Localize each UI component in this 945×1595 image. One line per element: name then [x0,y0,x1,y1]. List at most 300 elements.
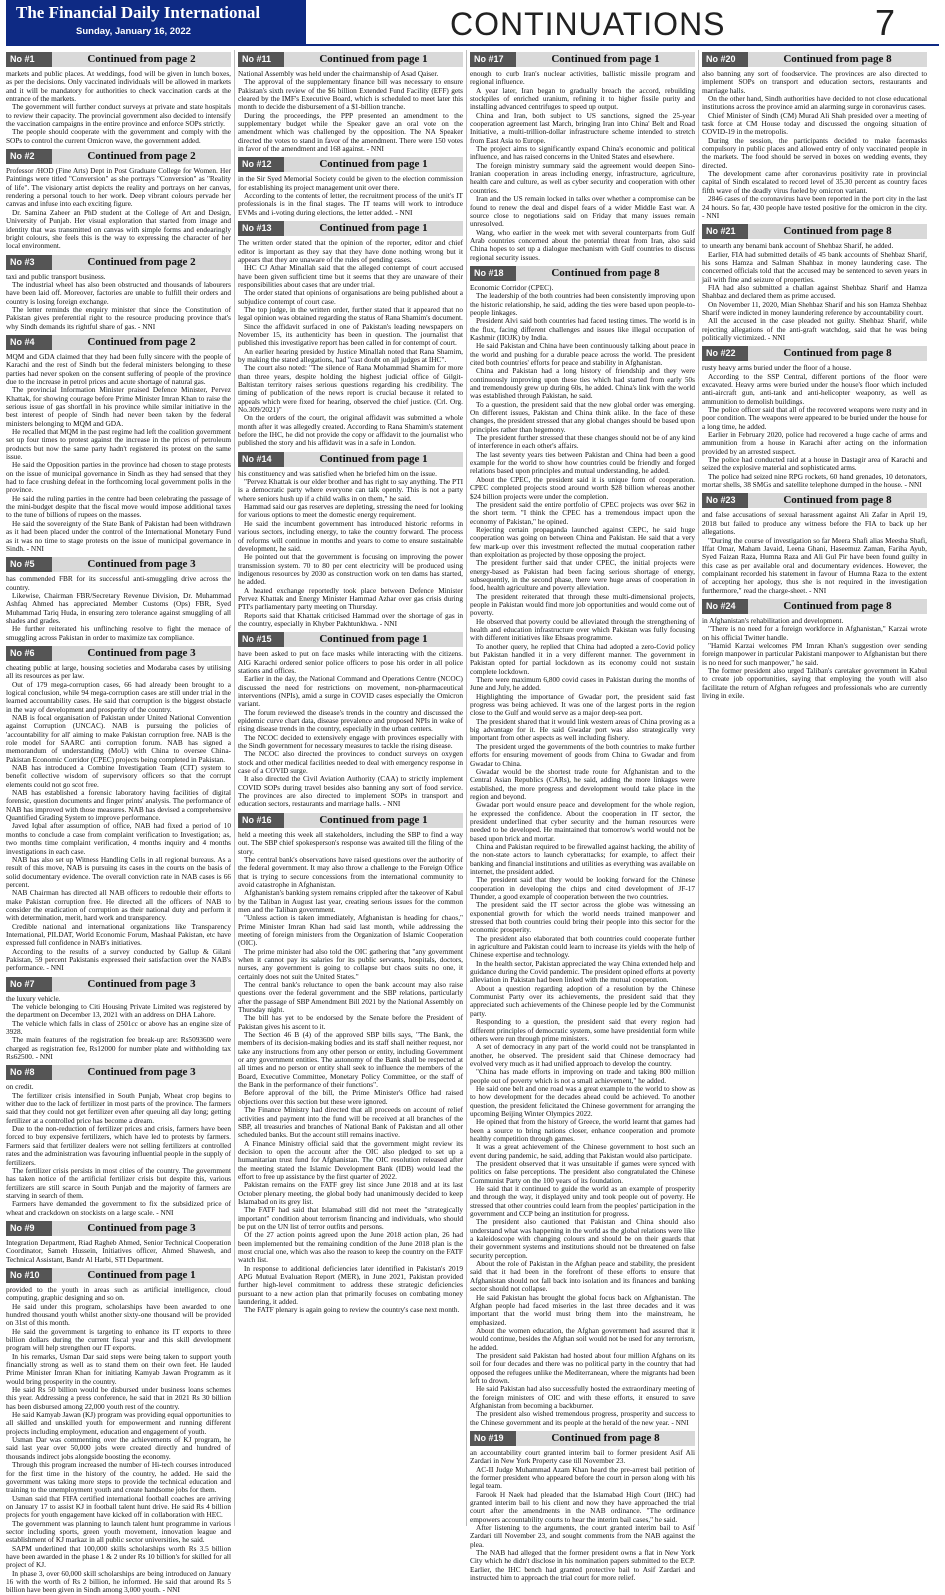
story-body [238,70,463,153]
paragraph: During the session, the participants decided to make facemasks compulsory in public places and allowed entry of only vaccinated people in the markets. The food should be served in boxes on wedding events, they directed. [702,135,927,170]
paragraph: to unearth any benami bank account of Shehbaz Sharif, he added. [702,241,894,251]
story-body [6,1286,231,1595]
paragraph: He said Pakistan and China have been continuously talking about peace in the world and pushing for a durable peace across the world. The president cited both countries' efforts for peace and stability in Afghanistan. [470,341,695,367]
paragraph: The fertilizer crisis persists in most cities of the country. The government has taken notice of the artificial fertilizer crisis but despite this, various fertilizers are still scarce in South Punjab and the majority of farmers are starving in search of them. [6,1165,231,1200]
story-8 [6,1065,231,1217]
paragraph: After listening to the arguments, the court granted interim bail to Asif Zardari till November 23, and sought comments from the NAB against the plea. [470,1523,695,1549]
continued-from-label: Continued from page 1 [284,813,463,828]
paragraph: About the women education, the Afghan government had assured that it would continue, besides the Afghan soil would not be used for any terrorism, he added. [470,1325,695,1352]
paragraph: The foreign ministry summary said the agreement would deepen Sino-Iranian cooperation in areas including energy, infrastructure, agriculture, health care and culture, as well as cyber security and cooperation with other countries. [470,160,695,195]
paragraph: The president also wished tremendous progress, prosperity and success to the Chinese government and its people at the herald of the new year. - NNI [470,1409,695,1427]
continued-from-label: Continued from page 2 [52,52,231,67]
paragraph: The top judge, in the written order, further stated that it appeared that no legal opinion was obtained regarding the status of Rana Shamim's document. [238,304,463,323]
story-number: No #4 [6,335,52,350]
paragraph: The leadership of the both countries had been consistently improving upon the historic relationship, he said, adding the ties were based upon people-to-people linkages. [470,291,695,317]
paragraph: Economic Corridor (CPEC). [470,282,554,292]
story-number: No #22 [702,346,748,361]
column-1 [6,50,231,1595]
paragraph: "There is no need for a foreign workforce in Afghanistan," Karzai wrote on his official Twitter handle. [702,624,927,642]
paragraph: On the other hand, Sindh authorities have decided to not close educational institutions across the province amid an alarming surge in coronavirus cases. [702,94,927,112]
paragraph: "Unless action is taken immediately, Afghanistan is heading for chaos," Prime Minister Imran Khan had said last month, while addressing the meeting of foreign ministers from the Organization of Islamic Cooperation (OIC). [238,913,463,948]
continued-from-label: Continued from page 8 [748,346,927,361]
story-header [6,335,231,350]
paragraph: In response to additional deficiencies later identified in Pakistan's 2019 APG Mutual Evaluation Report (MER), in June 2021, Pakistan provided further high-level commitment to address these strategic deficiencies pursuant to a new action plan that primarily focuses on combating money laundering, it added. [238,1263,463,1307]
paragraph: To another query, he replied that China had adopted a zero-Covid policy but Pakistan handled it in a very different manner. The government in Pakistan opted for partial lockdown as its economy could not sustain complete lockdown. [470,641,695,676]
story-body [470,70,695,262]
paragraph: Earlier in February 2020, police had recovered a huge cache of arms and ammunition from a house in Karachi after acting on the information provided by an arrested suspect. [702,430,927,456]
paragraph: Farmers have demanded the government to fix the subsidized price of wheat and crackdown on stockists on a large scale. - NNI [6,1199,231,1217]
paragraph: an accountability court granted interim bail to former president Asif Ali Zardari in New York Property case till November 23. [470,1448,695,1466]
story-body [6,664,231,973]
story-12 [238,157,463,217]
story-19 [470,1431,695,1583]
paragraph: AC-II Judge Muhammad Azam Khan heard the pre-arrest bail petition of the former president who appeared before the court in person along with his legal team. [470,1464,695,1491]
story-21 [702,224,927,342]
paragraph: There were maximum 6,800 covid cases in Pakistan during the months of June and July, he added. [470,675,695,693]
story-11 [238,52,463,153]
story-header [470,52,695,67]
paragraph: On the orders of the court, the original affidavit was submitted a whole month after it was allegedly created. According to Rana Shamim's statement before the IHC, he did not provide the copy or affidavit to the journalist who published the story and his affidavit was in a safe in London. [238,413,463,448]
paragraph: The president also elaborated that both countries could cooperate further in agriculture and Pakistan could learn to increase its yields with the help of Chinese expertise and technology. [470,933,695,960]
paragraph: In the health sector, Pakistan appreciated the way China extended help and guidance during the Covid pandemic. The president opined efforts at poverty alleviation in Pakistan had been linked with the mutual cooperation. [470,958,695,985]
paragraph: The NCOC decided to extensively engage with provinces especially with the Sindh government for necessary measures to tackle the rising disease. [238,732,463,751]
story-24 [702,599,927,700]
paragraph: held a meeting this week all stakeholders, including the SBP to find a way out. The SBP chief spokesperson's response was awaited till the filing of the story. [238,829,463,856]
paragraph: Usman Dar was commenting over the achievements of KJ program, he said last year over 50,000 jobs were created directly and hundred of thousands indirect jobs alongside boosting the economy. [6,1435,231,1461]
paragraph: The government will further conduct surveys at private and state hospitals to review their capacity. The provincial government also decided to intensify the vaccination campaigns in the entire province and enforce SOPs strictly. [6,102,231,129]
story-number: No #24 [702,599,748,614]
paragraph: cheating public at large, housing societies and Modaraba cases by utilising all its resources as per law. [6,662,231,681]
paragraph: A year later, Iran began to gradually breach the accord, rebuilding stockpiles of enriched uranium, refining it to higher fissile purity and installing advanced centrifuges to speed up output. [470,85,695,112]
paragraph: He pointed out that the government is focusing on improving the power transmission system. 70 to 80 per cent electricity will be produced using indigenous resources by 2030 as construction work on ten dams has started, he added. [238,552,463,587]
paragraph: He said that it continued to guide the world as an example of prosperity and through the way, it displayed unity and took people out of poverty. He stressed that other countries could learn from the peoples' participation in the government and CCP being an institution for progress. [470,1184,695,1219]
story-header [238,157,463,172]
story-number: No #18 [470,266,516,281]
paragraph: It was a great achievement of the Chinese government to host such an event during pandemic, he said, adding that Pakistan would also participate. [470,1142,695,1160]
story-number: No #8 [6,1065,52,1080]
masthead [0,0,945,44]
story-body [6,1083,231,1217]
paragraph: Gwadar port would ensure peace and development for the whole region, he expressed the confidence. About the cooperation in IT sector, the president underlined that cyber security and the human resources were needed to be developed. He maintained that tomorrow's world would not be based upon brick and mortar. [470,800,695,843]
story-header [702,346,927,361]
story-number: No #11 [238,52,284,67]
paragraph: According to the contents of letter, the recruitment process of the unit's IT professionals is in the final stages. The IT teams will work to introduce EVMs and i-voting during elections, the letter added. - NNI [238,191,463,217]
paragraph: also banning any sort of foodservice. The provinces are also directed to implement SOPs on transport and education sectors, restaurants and marriage halls. [702,69,927,95]
paragraph: The central bank's observations have raised questions over the authority of the federal government. It may also throw a challenge to the Foreign Office that is trying to secure concessions from the international community to avoid catastrophe in Afghanistan. [238,854,463,889]
paragraph: The order stated that opinions of organisations are being published about a subjudice contempt of court case. [238,288,463,306]
column-4 [702,50,927,1526]
paragraph: The president said the entire portfolio of CPEC projects was over $62 in the short term. "I think the CPEC has a tremendous impact upon the economy of Pakistan," he opined. [470,499,695,526]
story-body [6,575,231,642]
paragraph: NAB is focal organisation of Pakistan under United National Convention against Corruption (UNCAC). NAB is pursuing the policies of 'accountability for all' aiming to make Pakistan corruption free. NAB is the role model for SAARC anti corruption forum. NAB has signed a memorandum of understanding (MoU) with China to oversee China-Pakistan Economic Corridor (CPEC) projects being completed in Pakistan. [6,713,231,764]
paragraph: The government was planning to launch talent hunt programme in various sector including sports, green youth movement, innovation league and establishment of KJ markaz in all public sector universities, he said. [6,1518,231,1545]
story-number: No #17 [470,52,516,67]
paragraph: Likewise, Chairman FBR/Secretary Revenue Division, Dr. Muhammad Ashfaq Ahmed has appreciated Member Customs (Ops) FBR, Syed Muhammad Tariq Huda, in ensuring zero tolerance against smuggling of all shades and grades. [6,590,231,625]
paragraph: The approval of the supplementary finance bill was necessary to ensure Pakistan's sixth review of the $6 billion Extended Fund Facility (EFF) gets cleared by the IMF's Executive Board, which is scheduled to meet later this month to decide the disbursement of a $1-billion tranche. [238,77,463,112]
story-header [702,224,927,239]
story-number: No #12 [238,157,284,172]
paragraph: NAB Chairman has directed all NAB officers to redouble their efforts to make Pakistan corruption free. He directed all the officers of NAB to consider the eradication of corruption as their national duty and perform it with determination, merit, hard work and transparency. [6,888,231,923]
story-header [702,493,927,508]
story-body [238,650,463,809]
paragraph: A heated exchange reportedly took place between Defence Minister Pervez Khattak and Energy Minister Hammad Azhar over gas crisis during PTI's parliamentary party meeting on Thursday. [238,585,463,612]
story-5 [6,557,231,642]
paragraph: The forum reviewed the disease's trends in the country and discussed the epidemic curve chart data, disease prevalence and proposed NPIs in wake of rising disease trends in the country, especially in the urban centers. [238,707,463,734]
continued-from-label: Continued from page 8 [748,599,927,614]
story-header [6,977,231,992]
story-header [238,632,463,647]
story-number: No #23 [702,493,748,508]
paragraph: On November 11, 2020, Mian Shehbaz Sharif and his son Hamza Shehbaz Sharif were indicted in money laundering reference by accountability court. [702,299,927,317]
story-16 [238,813,463,1315]
continued-from-label: Continued from page 8 [748,224,927,239]
paragraph: A set of democracy in any part of the world could not be transplanted in another, he observed. The president said that Chinese democracy had evolved very much as it had unified approach to develop the country. [470,1042,695,1068]
paragraph: "During the course of investigation so far Meera Shafi alias Meesha Shafi, Iffat Omar, Maham Javaid, Leena Ghani, Haseemuz Zaman, Fariha Ayub, Syed Faizan Raza, Humna Raza and Ali Gul Pir have been found guilty in this case as per available oral and documentary evidences. However, the complainant recorded his statement in favour of Humna Raza to the extent of accepting her apology, thus she is not required in the investigation furthermore," read the charge-sheet. - NNI [702,535,927,595]
paragraph: Hammad said our gas reserves are depleting, stressing the need for looking for various options to meet the domestic energy requirement. [238,502,463,520]
story-header [6,1065,231,1080]
paragraph: in Afghanistan's rehabilitation and development. [702,615,844,625]
paragraph: Farook H Naek had pleaded that the Islamabad High Court (IHC) had granted interim bail to his client and now they have approached the trial court after the amendments in the NAB ordinance. "The ordinance empowers accountability courts to hear the interim bail cases," he said. [470,1489,695,1524]
continued-from-label: Continued from page 3 [52,557,231,572]
paragraph: The last seventy years ties between Pakistan and China had been a good example for the world to show how countries could be friendly and forged relations based upon principles and mutual understanding, he added. [470,449,695,476]
story-body [238,470,463,629]
paragraph: China and Pakistan had a long history of friendship and they were continuously improving upon these ties which had started from early 50s and tremendously grew up during 60s, he added. China's link with the world was established through Pakistan, he said. [470,366,695,401]
story-number: No #14 [238,452,284,467]
column-2 [238,50,463,1526]
paragraph: markets and public places. At weddings, food will be given in lunch boxes, as per the decisions. Only vaccinated individuals will be allowed in markets and it will be mandatory for authorities to check vaccination cards at the entrance of the markets. [6,69,231,104]
continued-from-label: Continued from page 3 [52,977,231,992]
paragraph: In phase 3, over 60,000 skill scholarships are being introduced on January 16 with the worth of Rs 2 billion, he informed. He said that around Rs 5 billion have been given in Sindh among 3,000 youth. - NNI [6,1568,231,1595]
story-body [6,70,231,145]
paragraph: The project aims to significantly expand China's economic and political influence, and has raised concerns in the United States and elsewhere. [470,144,695,162]
paragraph: Pakistan remains on the FATF grey list since June 2018 and at its last October plenary meeting, the global body had unanimously decided to keep Islamabad on its grey list. [238,1180,463,1206]
paragraph: Professor /HOD (Fine Arts) Dept in Post Graduate College for Women. Her Paintings were titled "Conversion" as she portrays "Conversion" as "Reality of life". The visionary artist depicts the reality and portrays on her canvas, rendering a personal touch to her work. Deep vibrant colours pervade her canvas and infuse into each exciting figure. [6,166,231,209]
story-body [702,364,927,489]
paragraph: Gwadar would be the shortest trade route for Afghanistan and to the Central Asian Republics (CARs), he said, adding the more linkages were established, the more progress and development would take place in the region and beyond. [470,766,695,801]
paragraph: Wang, who earlier in the week met with several counterparts from Gulf Arab countries concerned about the potential threat from Iran, also said China hopes to set up a dialogue mechanism with Gulf countries to discuss regional security issues. [470,227,695,262]
masthead-rule [6,44,939,46]
paragraph: MQM and GDA claimed that they had been fully sincere with the people of Karachi and the rest of Sindh but the federal ministers belonging to these parties had never spoken on the consent suffering of people of the province due to the increase in petrol prices and acute shortage of natural gas. [6,351,231,386]
continued-from-label: Continued from page 1 [516,52,695,67]
paragraph: Chief Minister of Sindh (CM) Murad Ali Shah presided over a meeting of task force at CM House today and discussed the ongoing situation of COVID-19 in the metropolis. [702,110,927,137]
paragraph: The vehicle which falls in class of 2501cc or above has an engine size of 3928. [6,1018,231,1037]
story-header [470,1431,695,1446]
story-13 [238,221,463,448]
continued-from-label: Continued from page 2 [52,149,231,164]
paragraph: In his remarks, Usman Dar said steps were being taken to support youth financially strong as well as to stand them on their own feet. He lauded Prime Minister Imran Khan for initiating Kamyab Jawan Programm as it would bring prosperity in the country. [6,1351,231,1386]
column-3 [470,50,695,1583]
story-header [238,452,463,467]
paragraph: taxi and public transport business. [6,271,106,281]
paragraph: He observed that poverty could be alleviated through the strengthening of health and education infrastructure over which Pakistan was fully focusing with different initiatives like Ehsaas programme. [470,616,695,643]
paragraph: The court also noted: "The silence of Rana Mohammad Shamim for more than three years, despite holding the highest judicial office of Gilgit-Baltistan territory raises serious questions regarding his credibility. The timing of publication of the news report is crucial because it related to appeals which were fixed for hearing, observed the chief justice. (Crl. Org. No.309/2021)" [238,363,463,415]
story-1 [6,52,231,145]
story-20 [702,52,927,220]
issue-date: Sunday, January 16, 2022 [76,26,191,37]
paragraph: The FATF had said that Islamabad still did not meet the "strategically important" condition about terrorism financing and individuals, who should be put on the UN list of terror outfits and persons. [238,1205,463,1231]
paragraph: About a question regarding adoption of a resolution by the Chinese Communist Party over its achievements, the president said that they appreciated such achievements of the Chinese people led by the Communist party. [470,983,695,1018]
story-number: No #15 [238,632,284,647]
story-body [6,1239,231,1264]
story-body [238,831,463,1315]
story-body [6,995,231,1062]
paragraph: National Assembly was held under the chairmanship of Asad Qaiser. [238,69,439,78]
story-number: No #6 [6,646,52,661]
story-body [470,284,695,1427]
paragraph: "Hamid Karzai welcomes PM Imran Khan's suggestion over sending foreign manpower in particular Pakistani manpower to Afghanistan but there is no need for such manpower," he said. [702,640,927,667]
story-7 [6,977,231,1062]
paragraph: The police had seized nine RPG rockets, 60 hand grenades, 10 detonators, mortar shells, 38 SMGs and satellite telephone dumped in the house. - NNI [702,471,927,490]
paragraph: He said one belt and one road was a great example to the world to show as to how development for the decades ahead could be achieved. To another question, the president felicitated the Chinese government for arranging the upcoming Beijing Winter Olympics 2022. [470,1083,695,1118]
story-6 [6,646,231,973]
paragraph: The prime minister had also told the OIC gathering that "any government when it cannot pay its salaries for its public servants, hospitals, doctors, nurses, any government is going to collapse but chaos suits no one, it certainly does not suit the United States." [238,946,463,981]
paragraph: Usman said that FIFA certified international football coaches are arriving on January 17 to assist KJ in football talent hunt drive. He said Rs 4 billion projects for youth engagement have kicked off in collaboration with HEC. [6,1493,231,1520]
continued-from-label: Continued from page 1 [52,1268,231,1283]
paragraph: According to the results of a survey conducted by Gallup & Gilani Pakistan, 59 percent Pakistanis expressed their satisfaction over the NAB's performance. - NNI [6,946,231,973]
paragraph: About the role of Pakistan in the Afghan peace and stability, the president said that it had been in the forefront of these efforts to ensure that Afghanistan should not fall back into isolation and its finances and banking sector should not collapse. [470,1259,695,1294]
paragraph: SAPM underlined that 100,000 skills scholarships worth Rs 3.5 billion have been awarded in the phase 1 & 2 under Rs 10 billion's for skilled for all project of KJ. [6,1543,231,1570]
paragraph: Through this program increased the number of Hi-tech courses introduced for the first time in the history of the country, he added. He said the government was taking more steps to provide the technical education and training to the unemployment youth and create handsome jobs for them. [6,1460,231,1495]
paragraph: To a question, the president said that the new global order was emerging. On different issues, Pakistan and China think alike. In the face of these changes, the president stressed that any global changes should be based upon principles rather than hegemony. [470,399,695,434]
story-number: No #5 [6,557,52,572]
paragraph: The industrial wheel has also been obstructed and thousands of labourers have been laid off. Moreover, factories are unable to fulfill their orders and country is losing foreign exchange. [6,279,231,306]
story-23 [702,493,927,594]
continued-from-label: Continued from page 8 [516,1431,695,1446]
paragraph: He opined that from the history of Greece, the world learnt that games had been a source to bring nations closer, enhance cooperation and promote healthy competition through games. [470,1117,695,1143]
story-number: No #19 [470,1431,516,1446]
paragraph: The main features of the registration fee break-up are: Rs5093600 were charged as registration fee, Rs12000 for number plate and withholding tax Rs62500. - NNI [6,1035,231,1062]
section-title: CONTINUATIONS [450,6,726,42]
paragraph: provided to the youth in areas such as artificial intelligence, cloud computing, graphic designing and so on. [6,1284,231,1303]
paragraph: The police had conducted raid at a house in Dastagir area of Karachi and seized the explosive material and sophisticated arms. [702,455,927,473]
paragraph: The president said Pakistan had hosted about four million Afghans on its soil for four decades and there was no political party in the country that had opposed the refugees unlike the Mediterranean, where the migrants had been left to drown. [470,1350,695,1385]
story-number: No #13 [238,221,284,236]
paragraph: The former president also urged Taliban's caretaker government in Kabul to create job opportunities, saying that employing the youth will also facilitate the return of Afghan refugees and professionals who are currently living in exile. [702,665,927,700]
column-divider [234,50,235,1526]
story-number: No #16 [238,813,284,828]
paragraph: Javed Iqbal after assumption of office, NAB had fixed a period of 10 months to conclude a case from complaint verification to Investigation; as, two months time complaint verification, 4 months inquiry and 4 months investigations in each case. [6,821,231,856]
paragraph: He said Kamyab Jawan (KJ) program was providing equal opportunities to all skilled and unskilled youth for empowerment and running different projects including employment, education and engagement of youth. [6,1410,231,1436]
story-body [702,242,927,342]
paragraph: have been asked to put on face masks while interacting with the citizens. AIG Karachi ordered senior police officers to pose his order in all police stations and offices. [238,649,463,675]
story-number: No #20 [702,52,748,67]
continued-from-label: Continued from page 1 [284,221,463,236]
paragraph: The bill has yet to be endorsed by the Senate before the President of Pakistan gives his ascent to it. [238,1013,463,1031]
paragraph: He said under this program, scholarships have been awarded to one hundred thousand youth whilst another sixty-one thousand will be provided on 31st of this month. [6,1301,231,1328]
paragraph: He said the incumbent government has introduced historic reforms in various sectors, including energy, to take the country forward. The process of reforms will continue in months and years to come to ensure sustainable development, he said. [238,518,463,553]
paragraph: NAB has established a forensic laboratory having facilities of digital forensic, question documents and finger prints' analysis. The performance of NAB has improved with those measures. NAB has devised a comprehensive Quantified Grading System to improve performance. [6,788,231,823]
paragraph: The president said that they would be looking forward for the Chinese cooperation in developing the chips and cited development of JF-17 Thunder, a good example of cooperation between the two countries. [470,875,695,901]
continued-from-label: Continued from page 1 [284,452,463,467]
paragraph: He said the sovereignty of the State Bank of Pakistan had been withdrawn as it had been placed under the control of the International Monetary Fund as it was no time to stage protests on the issue of municipal governance in Sindh. - NNI [6,518,231,553]
paragraph: Earlier, FIA had submitted details of 45 bank accounts of Shehbaz Sharif, his sons Hamza and Salman Shahbaz in money laundering case. The concerned officials told that the accused may be sentenced to seven years in jail with fine and seizure of properties. [702,249,927,284]
story-body [702,511,927,594]
story-body [702,617,927,700]
story-header [6,557,231,572]
story-body [470,1449,695,1583]
paragraph: Out of 179 mega-corruption cases, 66 had already been brought to a logical conclusion, while 94 mega-corruption cases are still under trial in the learned accountability cases. He said that corruption is the biggest obstacle in the way of development and prosperity of the country. [6,679,231,714]
paragraph: "China has made efforts in improving on trade and taking 800 million people out of poverty which is not a small achievement," he added. [470,1067,695,1085]
paragraph: The president observed that it was unsuitable if games were synced with politics on false perceptions. The president also congratulated the Chinese Communist Party on the 100 years of its foundation. [470,1159,695,1185]
continued-from-label: Continued from page 3 [52,1065,231,1080]
paragraph: The letter reminds the enquiry minister that since the Constitution of Pakistan gives preferential right to the resource producing province that's why Sindh demands its rightful share of gas. - NNI [6,304,231,331]
paragraph: The NCOC also directed the provinces to conduct surveys on oxygen stock and other medical facilities needed to deal with emergency response in case of a COVID surge. [238,749,463,776]
story-body [702,70,927,220]
paragraph: Of the 27 action points agreed upon the June 2018 action plan, 26 had been implemented but the remaining condition of the June 2018 plan is the most crucial one, which was also the reason to keep the country on the FATF watch list. [238,1230,463,1265]
paragraph: enough to curb Iran's nuclear activities, ballistic missile program and regional influence. [470,69,695,87]
story-body [238,239,463,448]
paragraph: The president reiterated that through these multi-dimensional projects, people in Pakistan would find more job opportunities and would come out of poverty. [470,591,695,618]
paragraph: Before approval of the bill, the Prime Minister's Office had raised objections over this section but these were ignored. [238,1088,463,1106]
paragraph: All the accused in the case pleaded not guilty. Shehbaz Sharif, while rejecting allegations of the anti-graft watchdog, said that he was being politically victimized. - NNI [702,316,927,342]
paragraph: Reports said that Khattak criticised Hammad over the shortage of gas in the country, especially in Khyber Pakhtunkhwa. - NNI [238,610,463,628]
paragraph: The NAB had alleged that the former president owns a flat in New York City which he didn't disclose in his nomination papers submitted to the ECP. Earlier, the IHC bench had granted protective bail to Asif Zardari and instructed him to approach the trial court for more relief. [470,1548,695,1583]
story-17 [470,52,695,262]
paragraph: on credit. [6,1082,34,1092]
paragraph: The president urged the governments of the both countries to make further efforts for ensuring movement of goods from China to Gwadar and from Gwadar to China. [470,741,695,768]
paragraph: He further reiterated his unflinching resolve to fight the menace of smuggling across Pakistan in order to maximize tax compliance. [6,624,231,642]
story-number: No #2 [6,149,52,164]
paragraph: The provincial Information Minister praised Defence Minister, Pervez Khattak, for showing courage before Prime Minister Imran Khan to raise the serious issue of gas shortfall in his province while similar initiative in the best interest of people of Sindh had never been taken by the federal ministers belonging to MQM and GDA. [6,385,231,428]
paragraph: He said the Opposition parties in the province had chosen to stage protests on the issue of municipal governance in Sindh as they had sensed that they had to face crushing defeat in the forthcoming local government polls in the province. [6,460,231,495]
story-number: No #1 [6,52,52,67]
story-14 [238,452,463,629]
paragraph: Highlighting the importance of Gwadar port, the president said fast progress was being achieved. It was one of the largest ports in the region close to the Gulf and would serve as a major deep-sea port. [470,691,695,718]
paragraph: and false accusations of sexual harassment against Ali Zafar in April 19, 2018 but failed to produce any witness before the FIA to back up her allegations. [702,510,927,537]
story-header [6,1268,231,1283]
story-22 [702,346,927,489]
paragraph: rusty heavy arms buried under the floor of a house. [702,363,852,373]
paragraph: A Finance Ministry official said that the government might review its decision to open the account after the OIC also pledged to set up a humanitarian trust fund for Afghanistan. The OIC resolution released after the meeting stated the Islamic Development Bank (IDB) would lead the effort to free up assistance by the first quarter of 2022. [238,1138,463,1181]
continued-from-label: Continued from page 2 [52,335,231,350]
story-9 [6,1221,231,1264]
story-body [238,175,463,217]
story-header [470,266,695,281]
paragraph: the luxury vehicle. [6,993,61,1003]
paragraph: Afghanistan's banking system remains crippled after the takeover of Kabul by the Taliban in August last year, creating serious issues for the common men and the Taliban government. [238,888,463,914]
story-header [702,599,927,614]
continued-from-label: Continued from page 8 [516,266,695,281]
paragraph: The president shared that it would link western areas of China proving as a big advantage for it. He said Gwadar port was also strategically very important from other aspects as well including fishery. [470,716,695,743]
story-number: No #3 [6,255,52,270]
paragraph: The president also cautioned that Pakistan and China should also understand what was happening in the world as the global relations were like a kaleidoscope with changing colours and should be on their guards that their government systems and institutions should not be threatened on false security perception. [470,1217,695,1260]
story-number: No #10 [6,1268,52,1283]
story-body [6,167,231,250]
story-4 [6,335,231,553]
story-header [6,646,231,661]
paper-name[interactable]: The Financial Daily International [16,3,261,22]
story-header [6,255,231,270]
column-divider [698,50,699,1526]
story-body [6,273,231,331]
paragraph: China and Iran, both subject to US sanctions, signed the 25-year cooperation agreement last March, bringing Iran into China' Belt and Road Initiative, a multi-trillion-dollar infrastructure scheme intended to stretch from East Asia to Europe. [470,110,695,145]
paragraph: He recalled that MQM in the past regime had left the coalition government set up four times to protest against the increase in the prices of petroleum products but now the same party hadn't registered its protest on the same issue. [6,427,231,462]
paragraph: During the proceedings, the PPP presented an amendment to the supplementary budget while the Speaker gave an oral vote on the amendment which was challenged by the opposition. The NA Speaker directed the votes to stand in favor of the amendment. There were 150 votes in favor of the amendment and 168 against. - NNI [238,110,463,154]
paragraph: Responding to a question, the president said that every region had different principles of democratic system, some have presidential form while others were run through prime ministers. [470,1017,695,1043]
story-number: No #9 [6,1221,52,1236]
continued-from-label: Continued from page 1 [284,632,463,647]
paragraph: The central bank's reluctance to open the bank account may also raise questions over the federal government and the SBP relations, particularly after the passage of SBP Amendment Bill 2021 by the National Assembly on Thursday night. [238,980,463,1015]
continued-from-label: Continued from page 1 [284,52,463,67]
paragraph: 2846 cases of the coronavirus have been reported in the port city in the last 24 hours. So far, 430 people have tested positive for the omicron in the city. - NNI [702,194,927,220]
story-10 [6,1268,231,1595]
paragraph: The Finance Ministry had directed that all proceeds on account of relief activities and payment into the fund will be received at all branches of the SBP, all treasuries and branches of National Bank of Pakistan and all other scheduled banks. But the account still remains inactive. [238,1105,463,1140]
page-number: 7 [875,2,896,43]
paragraph: An earlier hearing presided by Justice Minallah noted that Rana Shamim, by making the stated allegations, had "cast doubt on all judges at IHC". [238,346,463,364]
paragraph: NAB has introduced a Combine Investigation Team (CIT) system to benefit collective wisdom of supervisory officers so that the corrupt elements could not go scot free. [6,763,231,789]
paragraph: He said Rs 50 billion would be disbursed under business loans schemes this year. Addressing a press conference, he said that in 2021 Rs 30 billion has been disbursed among 22,000 youth rest of the country. [6,1385,231,1411]
paragraph: has commended FBR for its successful anti-smuggling drive across the country. [6,574,231,592]
story-header [702,52,927,67]
paragraph: The FATF plenary is again going to review the country's case next month. [244,1305,460,1315]
continued-from-label: Continued from page 3 [52,646,231,661]
paragraph: The fertilizer crisis intensified in South Punjab, Wheat crop begins to wither due to the lack of fertilizer in most parts of the province. The farmers said that they could not get fertilizer even after queuing all day long; getting fertilizer at a controlled price has become a dream. [6,1090,231,1125]
story-header [6,1221,231,1236]
paragraph: President Alvi said both countries had faced testing times. The world is in the flux, facing different challenges and issues like illegal occupation of Kashmir (IIOJK) by India. [470,316,695,342]
paragraph: FIA had also submitted a challan against Shehbaz Sharif and Hamza Shahbaz and declared them as prime accused. [702,282,927,301]
paragraph: The Section 46 B (4) of the approved SBP bills says, "The Bank, the members of its decision-making bodies and its staff shall neither request, nor take any instructions from any other person or entity, including Government or any government entities. The autonomy of the Bank shall be respected at all times and no person or entity shall seek to influence the members of the Board, Executive Committee, Monetary Policy Committee, or the staff of the Bank in the performance of their functions". [238,1030,463,1090]
paragraph: Rejecting certain propaganda launched against CEPC, he said huge cooperation was going on between China and Pakistan. He said that a very few mark-up over this investment reflected the mutual cooperation rather than exploitation as projected by those opposing the project. [470,524,695,559]
continued-from-label: Continued from page 8 [748,493,927,508]
paragraph: Earlier in the day, the National Command and Operations Centre (NCOC) discussed the need for restrictions on movement, non-pharmaceutical interventions (NPIs), amid a surge in COVID cases especially the Omicron variant. [238,674,463,709]
paragraph: The vehicle belonging to Citi Housing Private Limited was registered by the department on December 13, 2021 with an address on DHA Lahore. [6,1002,231,1020]
paragraph: Since the affidavit surfaced in one of Pakistan's leading newspapers on November 15, its authenticity has been in question. The journalist that published this investigative report has been called in for contempt of court. [238,321,463,348]
paragraph: The police officer said that all of the recovered weapons were rusty and in poor condition. The weapons were appeared to be buried under the house for a long time, he added. [702,405,927,431]
paragraph: The written order stated that the opinion of the reporter, editor and chief editor is important as they say that they have done nothing wrong but it appears that they are unaware of the rules of pending cases. [238,238,463,264]
continued-from-label: Continued from page 2 [52,255,231,270]
paragraph: Iran and the US remain locked in talks over whether a compromise can be found to renew the deal and dispel fears of a wider Middle East war. A source close to negotiations said on Friday that many issues remain unresolved. [470,194,695,229]
paragraph: He said Pakistan has brought the global focus back on Afghanistan. The Afghan people had faced miseries in the last three decades and it was important that the world must bring them into the mainstream, he emphasized. [470,1292,695,1327]
continued-from-label: Continued from page 1 [284,157,463,172]
paragraph: IHC CJ Athar Minallah said that the alleged contempt of court accused have been given sufficient time but it seems that they are unaware of their responsibilities about cases that are under trial. [238,263,463,289]
story-number: No #7 [6,977,52,992]
paragraph: The president further stressed that these changes should not be of any kind of interference in each other's affairs. [470,433,695,451]
paragraph: About the CPEC, the president said it is unique form of cooperation. CPEC completed projects stood around worth $28 billion whereas another $24 billion projects were under the completion. [470,474,695,501]
story-header [238,52,463,67]
story-18 [470,266,695,1427]
paragraph: NAB has also set up Witness Handling Cells in all regional bureaus. As a result of this move, NAB is pursuing its cases in the courts on the basis of solid documentary evidence. The overall conviction rate in NAB cases is 66 percent. [6,854,231,889]
paragraph: The president further said that under CPEC, the initial projects were energy-based as Pakistan had been facing serious shortage of energy, subsequently, in the second phase, there were huge areas of cooperation in food, health agriculture and poverty alleviation. [470,558,695,593]
story-2 [6,149,231,250]
paragraph: He said the ruling parties in the centre had been celebrating the passage of the mini-budget despite that the fiscal move would impose additional taxes to the tune of billions of rupees on the masses. [6,493,231,520]
paragraph: The president said the IT sector across the globe was witnessing an exponential growth for which the world needs trained manpower and stressed that both countries could bring their people into this sector for the economic prosperity. [470,900,695,935]
paragraph: his constituency and was satisfied when he briefed him on the issue. [238,468,437,478]
paragraph: He said the government is targeting to enhance its IT exports to three billion dollars during the current fiscal year and this skill development program will help strengthen our IT exports. [6,1326,231,1353]
paragraph: The development came after coronavirus positivity rate in provincial capital of Sindh escalated to record level of 35.30 percent as country faces fifth wave of the deadly virus fueled by omicron variant. [702,169,927,195]
continued-from-label: Continued from page 3 [52,1221,231,1236]
story-15 [238,632,463,809]
paragraph: Due to the non-reduction of fertilizer prices and crisis, farmers have been forced to buy expensive fertilizers, which have led to protests by farmers. Farmers said that fertilizer dealers were not selling fertilizers at controlled rates and the administration was favouring influential people in the supply of fertilizers. [6,1124,231,1167]
paragraph: in the Sir Syed Memorial Society could be given to the election commission for establishing its project management unit over there. [238,174,463,192]
story-header [6,52,231,67]
story-3 [6,255,231,331]
paragraph: China and Pakistan required to be firewalled against hacking, the ability of the non-state actors to launch cyberattacks; for example, to affect their banking and financial institutions and utilities as everything was available on internet, the president added. [470,841,695,876]
story-header [238,221,463,236]
paragraph: He said Pakistan had also successfully hosted the extraordinary meeting of the foreign ministers of OIC and with these efforts, it ensured to save Afghanistan from becoming a backburner. [470,1384,695,1410]
paragraph: Credible national and international organizations like Transparency International, PILDAT, World Economic Forum, Mashaal Pakistan, etc have expressed full confidence in NAB's initiatives. [6,921,231,948]
masthead-banner [6,0,306,44]
paragraph: Integration Department, Riad Ragheb Ahmed, Senior Technical Cooperation Coordinator, Sameh Hussein, Initiatives officer, Ahmed Shawesh, and Technical Assistant, Bandr Al Harbi, STI Department. [6,1237,231,1264]
paragraph: "Pervez Khattak is our elder brother and has right to say anything. The PTI is a democratic party where everyone can talk openly. This is not a party where seniors hush up if a child walks in on them," he said. [238,477,463,503]
continued-from-label: Continued from page 8 [748,52,927,67]
paragraph: According to the SSP Central, different portions of the floor were excavated. Heavy arms were buried under the house's floor which included anti-aircraft gun, anti-tank and anti-helicopter weaponry, as well as ammunition to demolish buildings. [702,371,927,406]
paragraph: Dr. Samina Zaheer an PhD student at the College of Art and Design, University of Punjab. Her visual exploration that started from image and identity that was transmitted on canvas with simple forms and endearingly bright colours, she feels this is the way to expressing the character of her local environment. [6,207,231,251]
story-header [238,813,463,828]
paragraph: It also directed the Civil Aviation Authority (CAA) to strictly implement COVID SOPs during travel besides also banning any sort of food service. The provinces are also directed to implement SOPs in transport and education sectors, restaurants and marriage halls. - NNI [238,774,463,809]
column-divider [466,50,467,1526]
story-number: No #21 [702,224,748,239]
paragraph: The people should cooperate with the government and comply with the SOPs to control the current Omicron wave, the government added. [6,127,231,145]
